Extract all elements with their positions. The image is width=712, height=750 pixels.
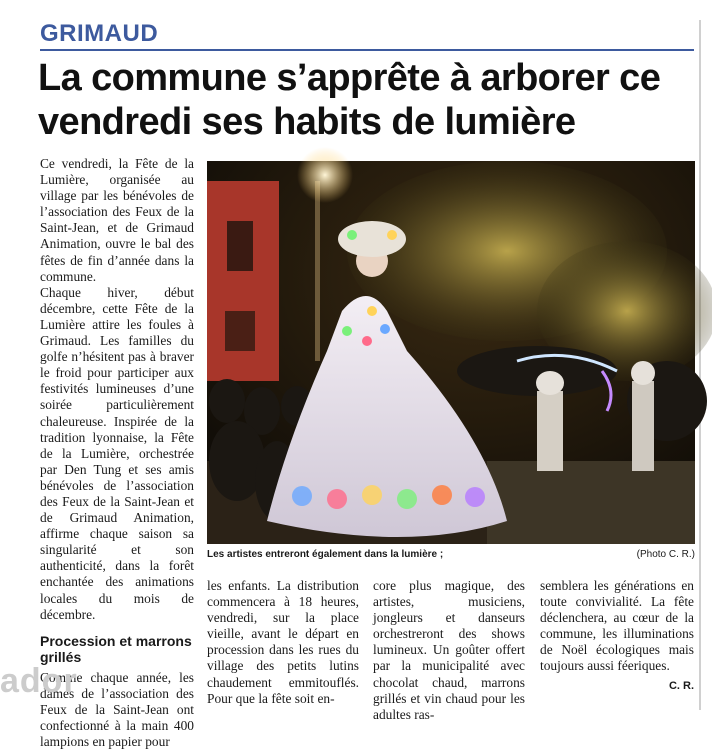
photo-caption	[207, 548, 695, 561]
headline: La commune s’apprête à arborer ce vendredi ses habits de lumière	[38, 57, 661, 143]
subheading: Procession et marrons grillés	[40, 632, 192, 665]
author-signature: C. R.	[668, 679, 694, 692]
night-festival-photo-icon	[207, 161, 695, 544]
article-column-1	[40, 156, 194, 750]
paragraph-procession: Comme chaque année, les dames de l’association des Feux de la Saint-Jean ont confectionné à la main 400 lampions en papier pour	[40, 669, 194, 750]
section-rule	[40, 49, 694, 51]
watermark: ador	[0, 662, 78, 700]
article-column-4	[540, 578, 694, 694]
page-edge-rule	[699, 20, 701, 710]
section-label: GRIMAUD	[40, 20, 159, 47]
paragraph-body: Chaque hiver, début décembre, cette Fête de la Lumière attire les foules à Grimaud. Les familles du golfe n’hésitent pas à braver le froid pour participer aux festivités lumineuses d’une soirée particulièrement chaleureuse. Inspirée de la tradition lyonnaise, la Fête de la Lumière, orchestrée par Den Tung et ses amis bénévoles de l’association des Feux de la Saint-Jean et de Grimaud Animation, affirme chaque saison sa singularité et son authenticité, dans la forêt enchantée des animations locales du mois de décembre.	[40, 284, 194, 622]
article-column-3	[373, 578, 525, 723]
paragraph-col4: semblera les générations en toute convivialité. La fête déclenchera, au cœur de la commune, les illuminations de Noël écologiques mais toujours aussi féeriques.	[540, 578, 694, 674]
photo-credit: (Photo C. R.)	[636, 549, 695, 560]
article-column-2	[207, 578, 359, 707]
paragraph-intro: Ce vendredi, la Fête de la Lumière, organisée au village par les bénévoles de l’association des Feux de la Saint-Jean, et de Grimaud Animation, ouvre le bal des fêtes de fin d’année dans la commune.	[40, 156, 194, 284]
article-photo	[207, 161, 695, 544]
paragraph-col2: les enfants. La distribution commencera à 18 heures, vendredi, sur la place vieille, avant le départ en procession dans les rues du village des petits lutins chaudement emmitouflés. Pour que la fête soit en-	[207, 578, 359, 706]
paragraph-col3: core plus magique, des artistes, musiciens, jongleurs et danseurs orchestreront des shows lumineux. Un goûter offert par la municipalité avec chocolat chaud, marrons grillés et vin chaud pour les adultes ras-	[373, 578, 525, 722]
caption-text: Les artistes entreront également dans la lumière ;	[207, 549, 444, 560]
